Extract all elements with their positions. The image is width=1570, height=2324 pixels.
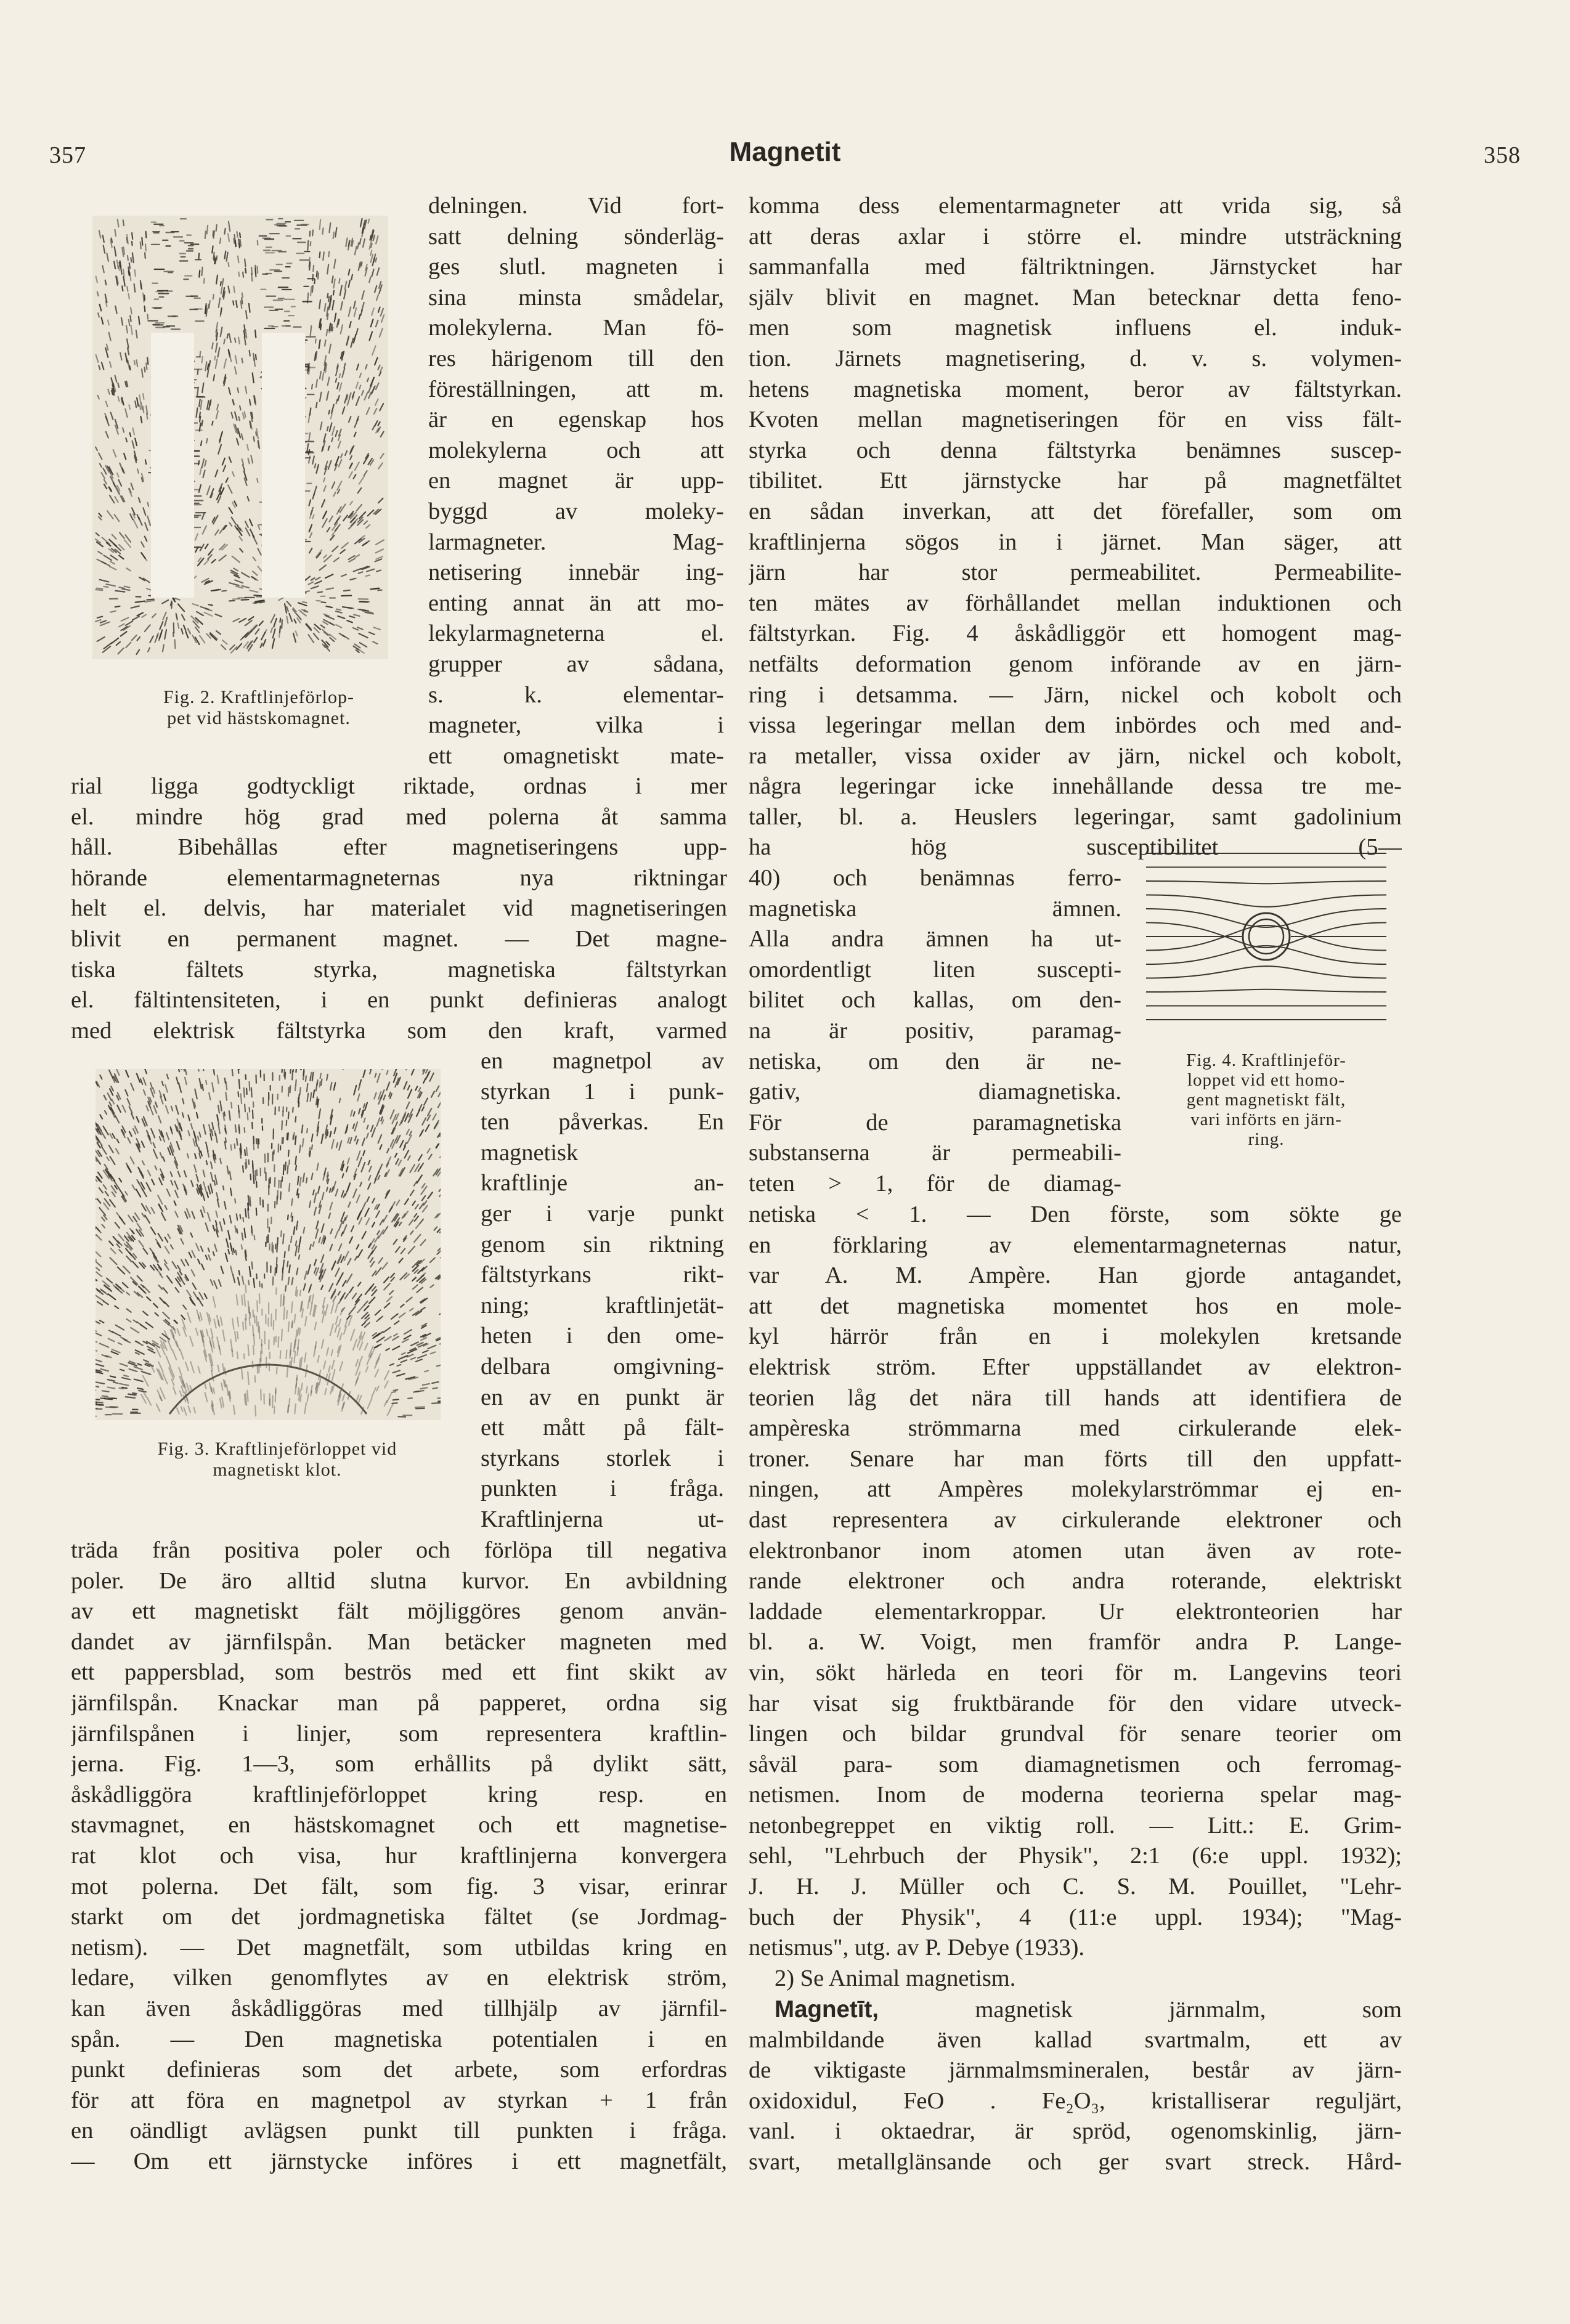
right-page-number: 358 xyxy=(1484,142,1521,168)
text-line: malmbildande även kallad svartmalm, ett av xyxy=(749,2026,1402,2053)
text-line: sehl, "Lehrbuch der Physik", 2:1 (6:e uppl. 1932); xyxy=(749,1843,1402,1869)
right-column-narrow-block xyxy=(749,863,1121,1200)
figure-2-caption-line: pet vid hästskomagnet. xyxy=(167,708,351,728)
text-line: sina minsta smådelar, xyxy=(428,284,724,311)
text-line: omordentligt liten suscepti- xyxy=(749,956,1121,983)
text-line: lingen och bildar grundval för senare teorier om xyxy=(749,1721,1402,1747)
text-line: el. fältintensiteten, i en punkt definieras analogt xyxy=(71,987,727,1014)
text-line: molekylerna och att xyxy=(428,437,724,463)
text-line: netismen. Inom de moderna teorierna spelar mag- xyxy=(749,1782,1402,1808)
footnote xyxy=(749,1964,1402,1994)
text-line: genom sin riktning xyxy=(481,1231,724,1257)
text-line: träda från positiva poler och förlöpa till negativa xyxy=(71,1537,727,1563)
text-line: fältstyrkans rikt- xyxy=(481,1262,724,1288)
text-line: blivit en permanent magnet. — Det magne- xyxy=(71,925,727,952)
text-line: ra metaller, vissa oxider av järn, nickel och kobolt, xyxy=(749,742,1402,769)
text-line: taller, bl. a. Heuslers legeringar, samt gadolinium xyxy=(749,803,1402,830)
text-line: netiska < 1. — Den förste, som sökte ge xyxy=(749,1201,1402,1227)
left-page-number: 357 xyxy=(49,142,86,168)
footnote-text: 2) Se Animal magnetism. xyxy=(775,1965,1016,1991)
text-line: järn har stor permeabilitet. Permeabilite- xyxy=(749,559,1402,586)
text-line: punkten i fråga. xyxy=(481,1476,724,1502)
text-line: spån. — Den magnetiska potentialen i en xyxy=(71,2026,727,2052)
text-line: med elektrisk fältstyrka som den kraft, varmed xyxy=(71,1017,727,1044)
text-line: svart, metallglänsande och ger svart streck. Hård- xyxy=(749,2148,1402,2175)
text-line: delbara omgivning- xyxy=(481,1353,724,1379)
text-line: satt delning sönderläg- xyxy=(428,223,724,250)
figure-3-caption-line: magnetiskt klot. xyxy=(213,1460,342,1480)
figure-4-caption-line: gent magnetiskt fält, xyxy=(1186,1090,1346,1110)
text-line: el. mindre hög grad med polerna åt samma xyxy=(71,803,727,830)
text-line: att det magnetiska momentet hos en mole- xyxy=(749,1293,1402,1319)
text-line: oxidoxidul, FeO . Fe₂O₃, kristalliserar reguljärt, xyxy=(749,2087,1402,2114)
left-column-narrow-block-top xyxy=(428,191,724,771)
text-line: men som magnetisk influens el. induk- xyxy=(749,315,1402,341)
text-line: netismus", utg. av P. Debye (1933). xyxy=(749,1935,1085,1961)
text-line: netiska, om den är ne- xyxy=(749,1048,1121,1075)
text-line: enting annat än att mo- xyxy=(428,590,724,616)
text-line: 40) och benämnas ferro- xyxy=(749,865,1121,891)
text-line: lekylarmagneterna el. xyxy=(428,620,724,647)
text-line: en oändligt avlägsen punkt till punkten i fråga. xyxy=(71,2118,727,2144)
text-line: J. H. J. Müller och C. S. M. Pouillet, "Lehr- xyxy=(749,1874,1402,1900)
text-line: för att föra en magnetpol av styrkan + 1 från xyxy=(71,2087,727,2113)
text-line: poler. De äro alltid slutna kurvor. En avbildning xyxy=(71,1567,727,1594)
text-line: ning; kraftlinjetät- xyxy=(481,1292,724,1318)
text-line: själv blivit en magnet. Man betecknar detta feno- xyxy=(749,284,1402,311)
text-line: komma dess elementarmagneter att vrida sig, så xyxy=(749,193,1402,219)
text-line: kraftlinje an- xyxy=(481,1170,724,1197)
right-column-block-1 xyxy=(749,191,1402,863)
text-line: teten > 1, för de diamag- xyxy=(749,1170,1121,1197)
figure-3-illustration xyxy=(96,1069,441,1426)
text-line: järnfilspån. Knackar man på papperet, ordna sig xyxy=(71,1689,727,1716)
text-line: stavmagnet, en hästskomagnet och ett magnetise- xyxy=(71,1812,727,1838)
text-line: larmagneter. Mag- xyxy=(428,529,724,555)
text-line: bilitet och kallas, om den- xyxy=(749,987,1121,1014)
text-line: styrkans storlek i xyxy=(481,1445,724,1471)
text-line: res härigenom till den xyxy=(428,345,724,372)
text-line: rial ligga godtyckligt riktade, ordnas i mer xyxy=(71,773,727,799)
text-line: styrka och denna fältstyrka benämnes suscep- xyxy=(749,437,1402,463)
text-line: kan även åskådliggöras med tillhjälp av järnfil- xyxy=(71,1995,727,2021)
left-column-full-block-1 xyxy=(71,771,727,1046)
text-line: vanl. i oktaedrar, är spröd, ogenomskinlig, järn- xyxy=(749,2118,1402,2145)
text-line: magnetisk xyxy=(481,1139,579,1166)
text-line: de viktigaste järnmalmsmineralen, består av järn- xyxy=(749,2057,1402,2084)
text-line: vissa legeringar mellan dem inbördes och med and- xyxy=(749,712,1402,739)
right-column-block-2 xyxy=(749,1200,1402,1964)
text-line: dandet av järnfilspån. Man betäcker magneten med xyxy=(71,1628,727,1655)
left-column-narrow-block-mid xyxy=(481,1046,724,1535)
text-line: Kraftlinjerna ut- xyxy=(481,1506,724,1532)
text-line: rande elektroner och andra roterande, elektriskt xyxy=(749,1568,1402,1595)
text-line: ampèreska strömmarna med cirkulerande elek- xyxy=(749,1415,1402,1442)
text-line: netism). — Det magnetfält, som utbildas kring en xyxy=(71,1934,727,1960)
text-line: troner. Senare har man förts till den uppfatt- xyxy=(749,1445,1402,1472)
text-line: teorien låg det nära till hands att identifiera de xyxy=(749,1384,1402,1411)
figure-2-caption-line: Fig. 2. Kraftlinjeförlop- xyxy=(163,687,354,707)
text-line: kraftlinjerna sögos in i järnet. Man säger, att xyxy=(749,529,1402,555)
figure-4-caption-line: ring. xyxy=(1248,1129,1285,1149)
entry-headword: Magnetīt, xyxy=(775,1996,879,2023)
text-line: elektrisk ström. Efter uppställandet av elektron- xyxy=(749,1354,1402,1380)
text-line: — Om ett järnstycke införes i ett magnetfält, xyxy=(71,2148,727,2174)
figure-4-caption-line: Fig. 4. Kraftlinjeför- xyxy=(1186,1050,1346,1070)
text-line: punkt definieras som det arbete, som erfordras xyxy=(71,2057,727,2083)
text-line: att deras axlar i större el. mindre utsträckning xyxy=(749,223,1402,250)
text-line: håll. Bibehållas efter magnetiseringens upp- xyxy=(71,834,727,861)
text-line: byggd av moleky- xyxy=(428,498,724,524)
text-line: na är positiv, paramag- xyxy=(749,1017,1121,1044)
entry-first-line xyxy=(749,1994,1402,2025)
text-line: s. k. elementar- xyxy=(428,681,724,708)
text-line: hörande elementarmagneternas nya riktningar xyxy=(71,864,727,891)
text-line: grupper av sådana, xyxy=(428,651,724,677)
text-line: bl. a. W. Voigt, men framför andra P. Lange- xyxy=(749,1629,1402,1656)
text-line: åskådliggöra kraftlinjeförloppet kring resp. en xyxy=(71,1781,727,1808)
text-line: gativ, diamagnetiska. xyxy=(749,1079,1121,1105)
text-line: starkt om det jordmagnetiska fältet (se Jordmag- xyxy=(71,1904,727,1930)
text-line: Alla andra ämnen ha ut- xyxy=(749,926,1121,953)
text-line: substanserna är permeabili- xyxy=(749,1140,1121,1166)
figure-3-caption-line: Fig. 3. Kraftlinjeförloppet vid xyxy=(157,1439,397,1459)
figure-4-caption xyxy=(1140,1050,1393,1149)
text-line: styrkan 1 i punk- xyxy=(481,1078,724,1105)
text-line: elektronbanor inom atomen utan även av rote- xyxy=(749,1537,1402,1564)
text-line: ten påverkas. En xyxy=(481,1109,724,1136)
text-line: netonbegreppet en viktig roll. — Litt.: E. Grim- xyxy=(749,1812,1402,1838)
running-title: Magnetit xyxy=(729,137,841,167)
left-column-full-block-2 xyxy=(71,1535,727,2177)
text-line: föreställningen, att m. xyxy=(428,376,724,402)
text-line: tion. Järnets magnetisering, d. v. s. volymen- xyxy=(749,345,1402,372)
text-line: magneter, vilka i xyxy=(428,712,724,739)
text-line: har visat sig fruktbärande för den vidare utveck- xyxy=(749,1690,1402,1717)
text-line: av ett magnetiskt fält möjliggöres genom använ- xyxy=(71,1598,727,1625)
entry-first-line-rest: magnetisk järnmalm, som xyxy=(975,1997,1402,2023)
text-line: ten mätes av förhållandet mellan induktionen och xyxy=(749,590,1402,616)
text-line: jerna. Fig. 1—3, som erhållits på dylikt sätt, xyxy=(71,1751,727,1778)
text-line: en sådan inverkan, att det förefaller, som om xyxy=(749,498,1402,524)
text-line: magnetiska ämnen. xyxy=(749,895,1121,922)
figure-2-illustration xyxy=(80,203,401,678)
text-line: rat klot och visa, hur kraftlinjerna konvergera xyxy=(71,1842,727,1869)
text-line: helt el. delvis, har materialet vid magnetiseringen xyxy=(71,895,727,922)
text-line: ett mått på fält- xyxy=(481,1415,724,1441)
text-line: några legeringar icke innehållande dessa tre me- xyxy=(749,773,1402,800)
page-header xyxy=(49,137,1521,185)
text-line: sammanfalla med fältriktningen. Järnstycket har xyxy=(749,254,1402,280)
text-line: kyl härrör från en i molekylen kretsande xyxy=(749,1323,1402,1350)
text-line: såväl para- som diamagnetismen och ferromag- xyxy=(749,1751,1402,1778)
text-line: en förklaring av elementarmagneternas natur, xyxy=(749,1232,1402,1258)
figure-3-magnetic-sphere xyxy=(96,1069,441,1426)
text-line: För de paramagnetiska xyxy=(749,1109,1121,1136)
figure-2-caption xyxy=(114,687,404,729)
figure-4-caption-line: vari införts en järn- xyxy=(1190,1110,1342,1129)
text-line: ett pappersblad, som beströs med ett fint skikt av xyxy=(71,1659,727,1686)
text-line: ha hög susceptibilitet (5— xyxy=(749,834,1402,861)
figure-4-iron-ring-field xyxy=(1143,847,1389,1026)
text-line: en av en punkt är xyxy=(481,1384,724,1410)
text-line: heten i den ome- xyxy=(481,1323,724,1349)
text-line: delningen. Vid fort- xyxy=(428,193,724,219)
text-line: fältstyrkan. Fig. 4 åskådliggör ett homogent mag- xyxy=(749,620,1402,647)
text-line: dast representera av cirkulerande elektroner och xyxy=(749,1506,1402,1533)
text-line: netfälts deformation genom införande av en järn- xyxy=(749,651,1402,677)
figure-4-illustration xyxy=(1143,847,1389,1026)
figure-4-caption-line: loppet vid ett homo- xyxy=(1187,1070,1345,1090)
text-line: mot polerna. Det fält, som fig. 3 visar, erinrar xyxy=(71,1873,727,1899)
text-line: är en egenskap hos xyxy=(428,407,724,433)
text-line: ring i detsamma. — Järn, nickel och kobolt och xyxy=(749,681,1402,708)
text-line: Kvoten mellan magnetiseringen för en viss fält- xyxy=(749,407,1402,433)
text-line: molekylerna. Man fö- xyxy=(428,315,724,341)
text-line: järnfilspånen i linjer, som representera kraftlin- xyxy=(71,1720,727,1747)
text-line: tiska fältets styrka, magnetiska fältstyrkan xyxy=(71,956,727,983)
text-line: ledare, vilken genomflytes av en elektrisk ström, xyxy=(71,1965,727,1991)
text-line: ett omagnetiskt mate- xyxy=(428,742,724,769)
encyclopedia-entry-magnetit xyxy=(749,1994,1402,2178)
figure-2-horseshoe-magnet xyxy=(80,203,401,678)
text-line: ningen, att Ampères molekylarströmmar ej en- xyxy=(749,1476,1402,1503)
text-line: ger i varje punkt xyxy=(481,1200,724,1227)
text-line: laddade elementarkroppar. Ur elektronteorien har xyxy=(749,1598,1402,1625)
figure-3-caption xyxy=(99,1439,456,1481)
text-line: var A. M. Ampère. Han gjorde antagandet, xyxy=(749,1262,1402,1289)
text-line: ges slutl. magneten i xyxy=(428,254,724,280)
text-line: buch der Physik", 4 (11:e uppl. 1934); "Mag- xyxy=(749,1904,1402,1930)
text-line: vin, sökt härleda en teori för m. Langevins teori xyxy=(749,1659,1402,1686)
text-line: tibilitet. Ett järnstycke har på magnetfältet xyxy=(749,468,1402,494)
text-line: en magnetpol av xyxy=(481,1048,724,1074)
text-line: hetens magnetiska moment, beror av fältstyrkan. xyxy=(749,376,1402,402)
text-line: en magnet är upp- xyxy=(428,468,724,494)
text-line: netisering innebär ing- xyxy=(428,559,724,586)
